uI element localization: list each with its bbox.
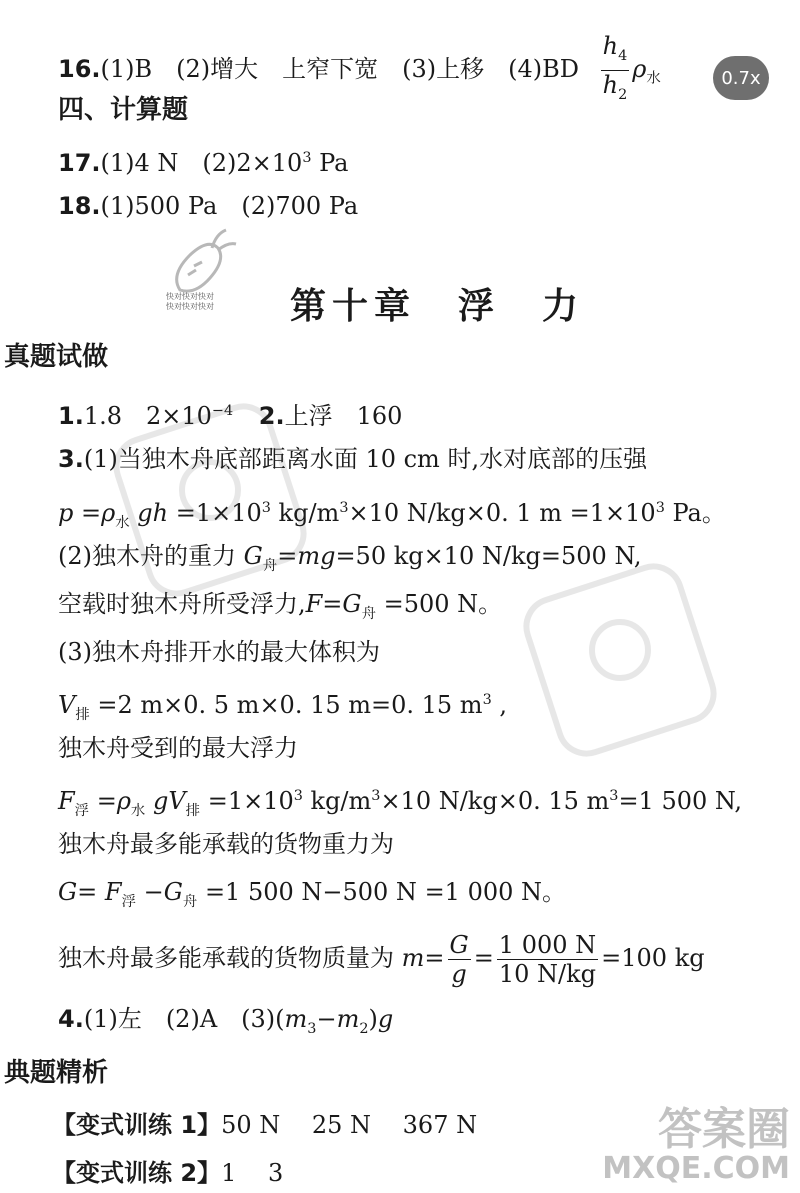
answer-3-line2: (2)独木舟的重力 $G_舟=mg=50$ kg×10 N/kg=500 N, bbox=[58, 542, 642, 574]
section-heading-real-questions: 真题试做 bbox=[4, 342, 109, 372]
answer-16: 16.(1)B (2)增大 上窄下宽 (3)上移 (4)BD $\frac{h_4}{h_2}$ $\rho_水$ bbox=[58, 32, 661, 109]
variant-training-2: 【变式训练 2】1 3 bbox=[52, 1159, 284, 1187]
answer-3-formula-mass: 独木舟最多能承载的货物质量为 m= $\frac{G}{g}$ = $\frac{1 000 N}{10 N/kg}$ =100 kg bbox=[58, 931, 705, 988]
mascot-caption: 快对快对快对 快对快对快对 bbox=[166, 292, 214, 311]
chapter-title: 第十章 浮 力 bbox=[290, 286, 585, 327]
answer-3-formula-pressure: $p =\rho_水$ gh $=1\times 10^3$ $kg/m^3\times 10$ N/kg×0. 1 $m =1\times 10^3$ Pa。 bbox=[58, 499, 726, 531]
section-heading-calc: 四、计算题 bbox=[58, 95, 189, 125]
answer-3-line1: 3.(1)当独木舟底部距离水面 10 cm 时,水对底部的压强 bbox=[58, 445, 648, 473]
answer-3-line5: 独木舟受到的最大浮力 bbox=[58, 734, 298, 762]
answer-1-2: 1.1.8 $2\times 10^{-4}$ 2.上浮 160 bbox=[58, 402, 403, 430]
answer-17: 17.(1)4 N $(2)2\times 10^3$ Pa bbox=[58, 149, 349, 177]
playback-speed-badge[interactable]: 0.7x bbox=[713, 56, 769, 100]
footer-watermark bbox=[602, 1104, 790, 1186]
section-heading-typical-analysis: 典题精析 bbox=[4, 1058, 109, 1088]
answer-3-line4: (3)独木舟排开水的最大体积为 bbox=[58, 638, 380, 666]
answer-3-formula-volume: $V_排 =2$ m×0. 5 m×0. 15 m=0. 15 $m^3$ , bbox=[58, 691, 507, 723]
watermark-stamp-icon bbox=[520, 560, 720, 760]
answer-3-formula-buoyancy: $F_浮 =\rho_水$ $gV_排 =1\times 10^3$ $kg/m^3\times 10$ N/kg×0. 15 $m^3=1$ 500 N, bbox=[58, 787, 742, 819]
answer-3-line3: 空载时独木舟所受浮力$,F=G_舟 =500$ N。 bbox=[58, 590, 503, 622]
answer-18: 18.(1)500 Pa (2)700 Pa bbox=[58, 192, 359, 220]
answer-3-line6: 独木舟最多能承载的货物重力为 bbox=[58, 830, 394, 858]
watermark-brand: 答案圈 bbox=[658, 1104, 790, 1155]
watermark-url: MXQE.COM bbox=[602, 1151, 790, 1186]
answer-3-formula-weight: $G= F_浮 -G_舟 =1$ 500 N−500 N =1 000 N。 bbox=[58, 878, 567, 910]
variant-training-1: 【变式训练 1】50 N 25 N 367 N bbox=[52, 1111, 478, 1139]
fraction-h4-h2: $\frac{h_4}{h_2}$ bbox=[602, 32, 628, 103]
answer-4: 4.(1)左 (2)A $(3)(m_3-m_2)g$ bbox=[58, 1005, 394, 1037]
